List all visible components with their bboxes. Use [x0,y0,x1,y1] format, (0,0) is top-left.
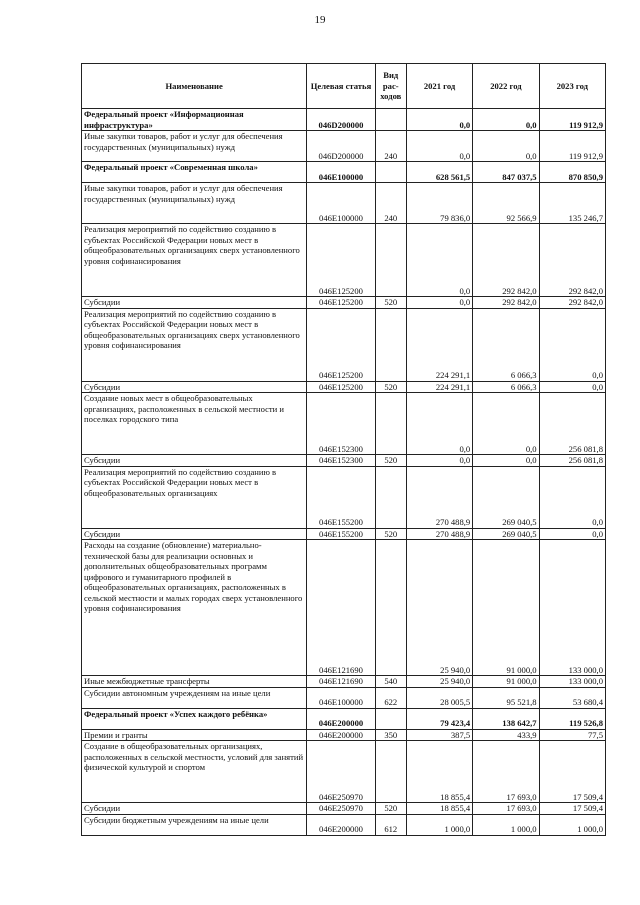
row-expense-type [375,708,406,729]
row-expense-type [375,162,406,183]
row-value-2021: 79 423,4 [406,708,472,729]
row-target-article: 046E100000 [307,687,375,708]
table-row [82,381,606,393]
row-value-2022: 91 000,0 [473,676,539,688]
table-row [82,393,606,455]
row-name: Федеральный проект «Современная школа» [82,162,307,183]
row-value-2021: 0,0 [406,393,472,455]
page-number: 19 [314,14,326,26]
row-value-2022: 17 693,0 [473,803,539,815]
table-body [82,109,606,836]
row-target-article: 046E200000 [307,708,375,729]
row-name: Иные межбюджетные трансферты [82,676,307,688]
row-expense-type [375,224,406,297]
row-value-2023: 292 842,0 [539,224,605,297]
row-value-2023: 133 000,0 [539,676,605,688]
row-value-2022: 6 066,3 [473,308,539,381]
row-target-article: 046E125200 [307,381,375,393]
row-target-article: 046E155200 [307,528,375,540]
row-expense-type: 520 [375,803,406,815]
row-value-2022: 91 000,0 [473,540,539,676]
row-target-article: 046E125200 [307,308,375,381]
table-row [82,466,606,528]
row-value-2022: 92 566,9 [473,183,539,224]
row-target-article: 046E100000 [307,183,375,224]
row-target-article: 046E250970 [307,803,375,815]
row-name: Премии и гранты [82,729,307,741]
table-row [82,687,606,708]
table-row [82,540,606,676]
table-row [82,528,606,540]
row-target-article: 046E200000 [307,814,375,835]
row-value-2021: 28 005,5 [406,687,472,708]
row-value-2023: 135 246,7 [539,183,605,224]
row-name: Реализация мероприятий по содействию созданию в субъектах Российской Федерации новых мест в общеобразовательных организациях [82,466,307,528]
row-value-2022: 95 521,8 [473,687,539,708]
row-target-article: 046E152300 [307,455,375,467]
header-2022: 2022 год [473,64,539,109]
table-row [82,803,606,815]
row-expense-type [375,308,406,381]
row-value-2021: 18 855,4 [406,803,472,815]
row-expense-type: 240 [375,183,406,224]
row-name: Федеральный проект «Успех каждого ребёнка» [82,708,307,729]
row-name: Расходы на создание (обновление) материально-технической базы для реализации основных и дополнительных общеобразовательных программ цифрового и гуманитарного профилей в общеобразовательных организациях, расположенных в сельской местности и малых городах сверх установленного уровня софинансирования [82,540,307,676]
table-row [82,308,606,381]
row-value-2023: 870 850,9 [539,162,605,183]
row-value-2022: 6 066,3 [473,381,539,393]
row-expense-type: 240 [375,131,406,162]
row-target-article: 046E125200 [307,297,375,309]
row-expense-type [375,466,406,528]
row-expense-type [375,540,406,676]
row-value-2021: 628 561,5 [406,162,472,183]
row-value-2021: 0,0 [406,224,472,297]
row-value-2022: 17 693,0 [473,741,539,803]
row-value-2023: 17 509,4 [539,803,605,815]
row-target-article: 046E121690 [307,540,375,676]
row-name: Реализация мероприятий по содействию созданию в субъектах Российской Федерации новых мест в общеобразовательных организациях сверх установленного уровня софинансирования [82,224,307,297]
row-name: Субсидии бюджетным учреждениям на иные цели [82,814,307,835]
row-target-article: 046E250970 [307,741,375,803]
row-value-2023: 77,5 [539,729,605,741]
row-value-2021: 0,0 [406,455,472,467]
row-value-2023: 256 081,8 [539,393,605,455]
row-value-2022: 0,0 [473,393,539,455]
row-name: Создание новых мест в общеобразовательных организациях, расположенных в сельской местности и поселках городского типа [82,393,307,455]
row-target-article: 046E121690 [307,676,375,688]
row-value-2023: 0,0 [539,381,605,393]
row-value-2022: 433,9 [473,729,539,741]
row-expense-type: 520 [375,528,406,540]
row-name: Субсидии [82,528,307,540]
row-expense-type [375,741,406,803]
row-value-2022: 292 842,0 [473,224,539,297]
table-row [82,708,606,729]
row-expense-type: 350 [375,729,406,741]
row-name: Субсидии автономным учреждениям на иные цели [82,687,307,708]
row-value-2021: 79 836,0 [406,183,472,224]
row-value-2021: 18 855,4 [406,741,472,803]
row-value-2021: 387,5 [406,729,472,741]
budget-table [81,63,606,836]
row-target-article: 046D200000 [307,131,375,162]
row-name: Реализация мероприятий по содействию созданию в субъектах Российской Федерации новых мест в общеобразовательных организациях сверх установленного уровня софинансирования [82,308,307,381]
row-value-2023: 17 509,4 [539,741,605,803]
row-name: Федеральный проект «Информационная инфраструктура» [82,109,307,131]
row-value-2022: 0,0 [473,131,539,162]
row-name: Субсидии [82,803,307,815]
table-row [82,729,606,741]
header-2021: 2021 год [406,64,472,109]
row-expense-type [375,393,406,455]
row-value-2021: 0,0 [406,109,472,131]
row-name: Субсидии [82,381,307,393]
row-value-2022: 0,0 [473,109,539,131]
row-value-2022: 138 642,7 [473,708,539,729]
row-value-2022: 269 040,5 [473,466,539,528]
row-target-article: 046E155200 [307,466,375,528]
row-value-2023: 1 000,0 [539,814,605,835]
row-name: Субсидии [82,297,307,309]
table-row [82,676,606,688]
row-value-2023: 0,0 [539,466,605,528]
table-row [82,183,606,224]
table-row [82,814,606,835]
row-target-article: 046E100000 [307,162,375,183]
row-value-2023: 53 680,4 [539,687,605,708]
row-name: Субсидии [82,455,307,467]
row-value-2022: 847 037,5 [473,162,539,183]
row-expense-type: 612 [375,814,406,835]
table-header-row [82,64,606,109]
row-value-2021: 224 291,1 [406,381,472,393]
table-row [82,162,606,183]
row-value-2021: 0,0 [406,131,472,162]
row-expense-type: 540 [375,676,406,688]
row-expense-type: 520 [375,455,406,467]
row-value-2021: 270 488,9 [406,528,472,540]
row-name: Иные закупки товаров, работ и услуг для обеспечения государственных (муниципальных) нужд [82,131,307,162]
row-value-2021: 270 488,9 [406,466,472,528]
row-target-article: 046D200000 [307,109,375,131]
row-expense-type [375,109,406,131]
row-target-article: 046E125200 [307,224,375,297]
row-value-2022: 292 842,0 [473,297,539,309]
row-expense-type: 520 [375,297,406,309]
table-row [82,297,606,309]
row-value-2023: 0,0 [539,528,605,540]
table-row [82,224,606,297]
row-value-2021: 25 940,0 [406,540,472,676]
row-value-2023: 256 081,8 [539,455,605,467]
row-value-2023: 292 842,0 [539,297,605,309]
row-value-2021: 1 000,0 [406,814,472,835]
table-row [82,131,606,162]
table-row [82,741,606,803]
header-target-article: Целевая статья [307,64,375,109]
row-value-2023: 0,0 [539,308,605,381]
header-expense-type: Вид рас-ходов [375,64,406,109]
row-target-article: 046E152300 [307,393,375,455]
row-value-2021: 224 291,1 [406,308,472,381]
table-row [82,109,606,131]
row-value-2023: 119 912,9 [539,131,605,162]
row-target-article: 046E200000 [307,729,375,741]
row-value-2022: 1 000,0 [473,814,539,835]
row-value-2021: 0,0 [406,297,472,309]
row-name: Создание в общеобразовательных организациях, расположенных в сельской местности, условий для занятий физической культурой и спортом [82,741,307,803]
row-name: Иные закупки товаров, работ и услуг для обеспечения государственных (муниципальных) нужд [82,183,307,224]
row-expense-type: 520 [375,381,406,393]
header-2023: 2023 год [539,64,605,109]
row-value-2022: 0,0 [473,455,539,467]
row-value-2023: 119 912,9 [539,109,605,131]
row-value-2023: 119 526,8 [539,708,605,729]
header-name: Наименование [82,64,307,109]
row-expense-type: 622 [375,687,406,708]
table-row [82,455,606,467]
row-value-2021: 25 940,0 [406,676,472,688]
row-value-2023: 133 000,0 [539,540,605,676]
row-value-2022: 269 040,5 [473,528,539,540]
